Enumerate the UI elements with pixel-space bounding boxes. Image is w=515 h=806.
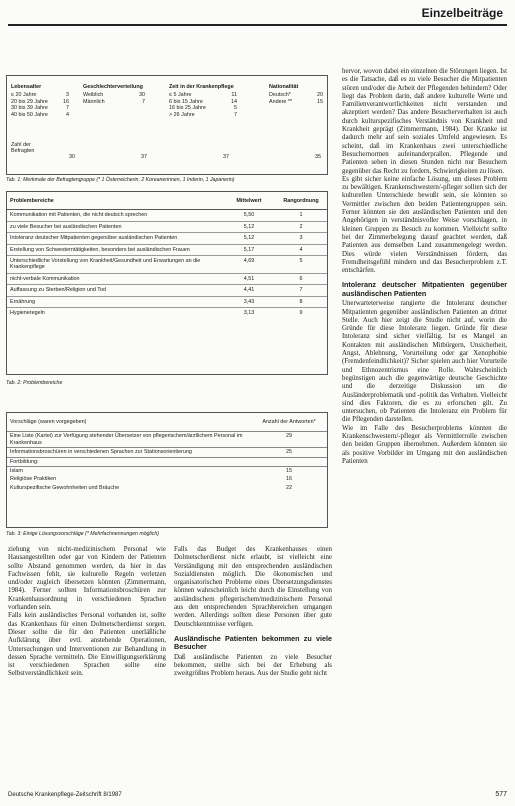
- table-row: [7, 448, 327, 457]
- table-2: [6, 191, 328, 375]
- t2-cell: nicht-verbale Kommunikation: [7, 273, 223, 284]
- t2-cell: 2: [275, 221, 327, 232]
- t2-header: Mittelwert: [223, 192, 275, 210]
- t3-cell: [251, 457, 327, 466]
- t1-col-age: [11, 84, 69, 118]
- t2-cell: 5,12: [223, 233, 275, 244]
- t2-cell: 4,41: [223, 285, 275, 296]
- journal-name: Deutsche Krankenpflege-Zeitschrift 8/1987: [8, 792, 122, 798]
- t1-cell: 4: [66, 111, 69, 118]
- t1-col-gender: [83, 84, 145, 105]
- t2-cell: 5,50: [223, 210, 275, 221]
- t1-cell: Deutsch*: [269, 92, 291, 99]
- t2-cell: 8: [275, 296, 327, 307]
- t1-cell: 40 bis 50 Jahre: [11, 111, 48, 118]
- t2-cell: Intoleranz deutscher Mitpatienten gegenüber ausländischen Patienten: [7, 233, 223, 244]
- t1-cell: ≤ 5 Jahre: [169, 92, 192, 99]
- t2-cell: 5: [275, 256, 327, 274]
- t1-col-nationality: [269, 84, 323, 105]
- t3-header: Anzahl der Antworten*: [262, 419, 316, 425]
- table-row: [7, 308, 327, 319]
- t2-cell: 6: [275, 273, 327, 284]
- middle-bottom-column: [174, 546, 332, 679]
- paragraph: Unerwarteterweise rangierte die Intoleranz deutscher Mitpatienten gegenüber ausländischen Patienten an dritter Stelle. Auch hier zeigt die Studie nicht auf, worin die Gründe für diese Intoleranz liegen. Gründe für diese Intoleranz sind sicher vielfältig. Ist es Mangel an Kontakten mit ausländischen Mitbürgern, Unsicherheit, Angst, Ablehnung, Vorurteilung oder gar Xenophobie (Fremdenfeindlichkeit)? Sicher spielen auch hier Vorurteile und Ethnozentrismus eine Rolle. Wahrscheinlich begünstigen auch die gegenwärtige deutsche Geschichte und die derzeitige Diskussion um die Ausländerproblematik und -politik das Verhalten. Vielleicht sind dies Faktoren, die es zu erforschen gilt. Zu untersuchen, ob Patienten die Intoleranz ein Problem für die Pflegenden darstellen.: [342, 300, 507, 424]
- t1-cell: 14: [231, 98, 237, 105]
- paragraph: ziehung von nicht-medizinischem Personal wie Hausangestellten oder gar von Kindern der Patienten sollte Abstand genommen werden, da hier in das Fachwissen fehlt, sie kulturelle Regeln verletzen und/oder zugleich übersetzen könnten (Zimmermann, 1984). Ferner sollten Informationsbroschüren zur Krankenhausordnung in verschiedenen Sprachen vorhanden sein.: [8, 546, 166, 612]
- t1-cell: Männlich: [83, 98, 105, 105]
- t1-cell: 7: [66, 105, 69, 112]
- t2-cell: 3: [275, 233, 327, 244]
- t3-cell: 25: [251, 448, 327, 457]
- paragraph: Falls das Budget des Krankenhauses einen Dolmetscherdienst nicht erlaubt, ist vielleicht eine Verständigung mit den entsprechenden ausländischen Sozialdiensten möglich. Die ökonomischen und organisatorischen Probleme eines Übersetzungsdienstes können wahrscheinlich leicht durch die Einstellung von ausländischem pflegerischem/medizinischem Personal aus den entsprechenden Sprachbereichen umgangen werden. Allerdings sollten diese Personen über gute Deutschkenntnisse verfügen.: [174, 546, 332, 628]
- table-3: [6, 412, 328, 528]
- table-row: [7, 432, 327, 448]
- t3-cell: Islam: [7, 467, 251, 476]
- t3-cell: 29: [251, 432, 327, 448]
- t2-cell: 9: [299, 310, 303, 317]
- page-header: [8, 6, 507, 28]
- table-row: [7, 457, 327, 466]
- t1-cell: 6 bis 15 Jahre: [169, 98, 203, 105]
- t1-total: 37: [141, 154, 147, 160]
- t3-cell: 15: [251, 467, 327, 476]
- left-bottom-column: [8, 546, 166, 679]
- paragraph: hervor, wovon dabei ein einzelnen die Störungen liegen. Ist es die Tatsache, daß es zu viele Besucher die Mitpatienten stören und/oder die Arbeit der Pflegenden behindern? Oder liegt das Problem darin, daß andere kulturelle Werte und Familienverantwortlichkeiten nicht verstanden und akzeptiert werden? Das andere Besucherverhalten ist auch durch kulturspezifisches Verständnis von Krankheit und Krankheit geprägt (Zimmermann, 1984). Der Kranke ist dadurch mehr auf sein soziales Umfeld angewiesen. Es scheint, daß im Krankenhaus zwei unterschiedliche Besuchernormen aufeinanderprallen. Pflegende und Patienten sehen in diesen Stunden nicht nur Besuchern gegenüber das Recht zu fordern, Schwierigkeiten zu lösen.: [342, 68, 507, 175]
- table-row: [7, 296, 327, 307]
- t2-cell: Unterschiedliche Vorstellung von Krankheit/Gesundheit und Erwartungen an die Krankenpflege: [7, 256, 223, 274]
- t2-cell: 5,12: [223, 221, 275, 232]
- table-row: [7, 256, 327, 274]
- t2-cell: Hygieneregeln: [10, 310, 45, 317]
- t3-header-row: [7, 413, 327, 432]
- t1-cell: Andere **: [269, 98, 293, 105]
- page-number: 577: [495, 791, 507, 798]
- table-row: [7, 244, 327, 255]
- t1-cell: 20: [317, 92, 323, 99]
- t1-total: 37: [223, 154, 229, 160]
- paragraph: Falls kein ausländisches Personal vorhanden ist, sollte das Krankenhaus für einen Dolmetscherdienst sorgen. Dieser sollte die für den Patienten unerläßliche Aufklärung über evtl. anstehende Operationen, Untersuchungen und Interventionen zur Behandlung in dessen Sprache vermitteln. Die Einwilligungserklärung ist verschiedenen Sprachen sollte eine Selbstverständlichkeit sein.: [8, 612, 166, 678]
- table-2-caption: Tab. 2: Problembereiche: [6, 380, 63, 386]
- t3-cell: Eine Liste (Kartei) zur Verfügung stehender Übersetzer von pflegerischem/ärztlichem Personal im Krankenhaus: [7, 432, 251, 448]
- table-1: [6, 75, 328, 175]
- t2-cell: 3,13: [243, 310, 255, 317]
- paragraph: Wie im Falle des Besucherproblems könnten die Krankenschwestern/-pfleger als Vermittlerrolle zwischen den beiden Gruppen übernehmen. Außerdem könnten sie als positive Vorbilder im Umgang mit den ausländischen Patienten: [342, 424, 507, 465]
- section-heading: Intoleranz deutscher Mitpatienten gegenüber ausländischen Patienten: [342, 280, 507, 298]
- t1-col-years: [169, 84, 237, 118]
- t2-header-row: [7, 192, 327, 210]
- t1-col-heading: Geschlechterverteilung: [83, 84, 143, 90]
- t1-col-heading: Nationalität: [269, 84, 299, 90]
- table-3-caption: Tab. 3: Einige Lösungsvorschläge (* Mehrfachnennungen möglich): [6, 531, 159, 537]
- t1-total: 30: [69, 154, 75, 160]
- t2-cell: 4,51: [223, 273, 275, 284]
- t3-cell: Kulturspezifische Gewohnheiten und Bräuche: [10, 484, 120, 491]
- table-row: [7, 484, 327, 492]
- paragraph: Daß ausländische Patienten zu viele Besucher bekommen, stellte sich bei der Erhebung als zweitgrößtes Problem heraus. Aus der Studie geht nicht: [174, 653, 332, 678]
- table-row: [7, 273, 327, 284]
- t2-header: Problembereiche: [7, 192, 223, 210]
- t2-cell: zu viele Besucher bei ausländischen Patienten: [7, 221, 223, 232]
- t1-cell: 30 bis 39 Jahre: [11, 105, 48, 112]
- t1-cell: 3: [66, 92, 69, 99]
- t3-header: Vorschläge (waren vorgegeben): [10, 419, 87, 425]
- t2-cell: 3,43: [223, 296, 275, 307]
- t1-cell: 11: [231, 92, 237, 99]
- t2-cell: 1: [275, 210, 327, 221]
- section-title: Einzelbeiträge: [421, 6, 503, 20]
- t3-cell: 16: [286, 476, 292, 483]
- t1-cell: 16: [63, 98, 69, 105]
- t1-total: 35: [315, 154, 321, 160]
- t2-cell: Kommunikation mit Patienten, die nicht deutsch sprechen: [7, 210, 223, 221]
- t1-cell: 5: [234, 105, 237, 112]
- t1-col-heading: Zeit in der Krankenpflege: [169, 84, 234, 90]
- t1-cell: 7: [142, 98, 145, 105]
- t1-cell: 15: [317, 98, 323, 105]
- table-row: [7, 475, 327, 483]
- t2-cell: Ernährung: [7, 296, 223, 307]
- t2-cell: 7: [275, 285, 327, 296]
- t1-col-heading: Lebensalter: [11, 84, 42, 90]
- table-row: [7, 233, 327, 244]
- page-footer: [8, 790, 507, 802]
- t1-cell: 16 bis 25 Jahre: [169, 105, 206, 112]
- table-row: [7, 210, 327, 221]
- header-rule: [8, 24, 507, 26]
- t2-header: Rangordnung: [275, 192, 327, 210]
- table-row: [7, 285, 327, 296]
- table-1-caption: Tab. 1: Merkmale der Befragtengruppe (* 1 Österreicherin, 2 Koreanerinnen, 1 Inderin, 1 Japanerin): [6, 177, 235, 183]
- t1-cell: > 26 Jahre: [169, 111, 195, 118]
- t2-cell: Erstellung von Schwesterntätigkeiten, besonders bei ausländischen Frauen: [7, 244, 223, 255]
- right-column: [342, 68, 507, 466]
- paragraph: Es gibt sicher keine einfache Lösung, um dieses Problem zu bewältigen. Krankenschwestern/-pfleger sollten sich der kulturellen Unterschiede bewußt sein, sie könnten so Vermittler zwischen den beiden Patientengruppen sein. Ferner könnten sie den ausländischen Patienten und den Angehörigen in verständnisvoller Weise vorschlagen, in kleinen Gruppen zu Besuch zu kommen. Vielleicht sollte bei der Zimmerbelegung darauf geachtet werden, daß Patienten aus demselben Land zusammengelegt werden. Dies würde vielen Verständnissen fördern, das Fremdheitsgefühl mindern und das Besucherproblem z.T. entschärfen.: [342, 175, 507, 275]
- t2-cell: 4,69: [223, 256, 275, 274]
- table-row: [7, 221, 327, 232]
- table-row: [7, 467, 327, 476]
- t1-totals: [11, 142, 325, 160]
- t1-cell: 7: [234, 111, 237, 118]
- t3-cell: Informationsbroschüren in verschiedenen Sprachen zur Stationsorientierung: [7, 448, 251, 457]
- t1-cell: 30: [139, 92, 145, 99]
- t1-totals-label: Zahl der Befragten: [11, 142, 35, 155]
- t1-cell: 20 bis 29 Jahre: [11, 98, 48, 105]
- t3-cell: Religiöse Praktiken: [10, 476, 57, 483]
- t1-cell: ≤ 20 Jahre: [11, 92, 37, 99]
- t2-cell: 5,17: [223, 244, 275, 255]
- t3-cell: 22: [286, 484, 292, 491]
- t2-cell: 4: [275, 244, 327, 255]
- t3-cell: Fortbildung:: [7, 457, 251, 466]
- t2-cell: Auffassung zu Sterben/Religion und Tod: [7, 285, 223, 296]
- section-heading: Ausländische Patienten bekommen zu viele Besucher: [174, 633, 332, 652]
- t1-cell: Weiblich: [83, 92, 104, 99]
